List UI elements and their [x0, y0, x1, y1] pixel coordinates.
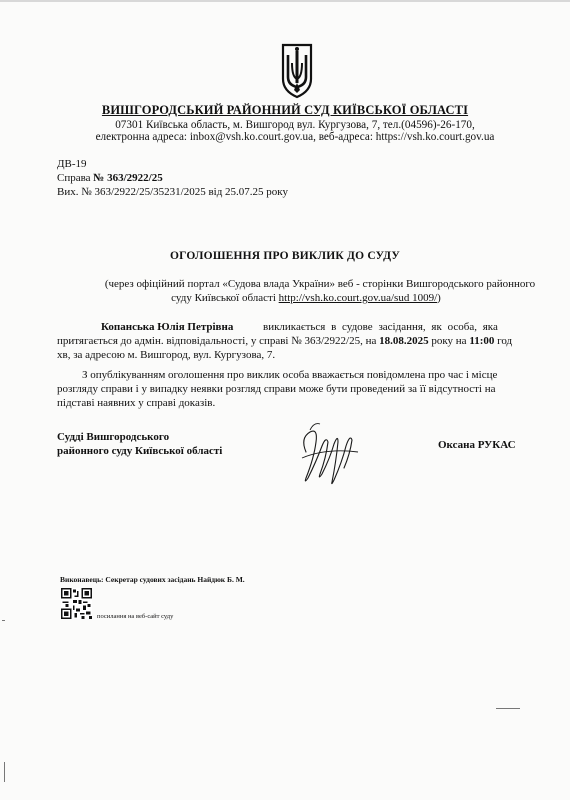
- court-address: 07301 Київська область, м. Вишгород вул. Кургузова, 7, тел.(04596)-26-170,: [115, 119, 475, 131]
- coat-of-arms-icon: [280, 43, 314, 99]
- court-website-link[interactable]: http://vsh.ko.court.gov.ua/sud 1009/: [278, 292, 438, 304]
- body-line2-suffix: год: [494, 335, 513, 347]
- court-contacts: електронна адреса: inbox@vsh.ko.court.gov.ua, веб-адреса: https://vsh.ko.court.gov.ua: [95, 131, 495, 143]
- notice-subtitle-line2: [0, 292, 570, 304]
- body-line2-prefix: притягається до адмін. відповідальності, у справі № 363/2922/25, на: [57, 335, 380, 347]
- outgoing-number: Вих. № 363/2922/25/35231/2025 від 25.07.25 року: [57, 186, 288, 198]
- hearing-time: 11:00: [469, 335, 495, 347]
- judge-name: Оксана РУКАС: [438, 439, 516, 451]
- scan-mark: [2, 620, 5, 621]
- scan-edge: [0, 0, 570, 2]
- body-line1: [101, 321, 233, 333]
- para2-line1: З опублікуванням оголошення про виклик особа вважається повідомлена про час і місце: [82, 369, 498, 381]
- form-code: ДВ-19: [57, 158, 87, 170]
- qr-code-icon[interactable]: [61, 588, 92, 619]
- body-line2: [57, 335, 512, 347]
- subtitle-prefix: суду Київської області: [171, 292, 279, 304]
- case-number: № 363/2922/25: [93, 172, 163, 184]
- scan-mark: [4, 762, 5, 782]
- case-number-line: [57, 171, 163, 185]
- qr-caption: посилання на веб-сайт суду: [97, 613, 174, 620]
- person-name: Копанська Юлія Петрівна: [101, 321, 234, 333]
- judge-title-line2: районного суду Київської області: [57, 445, 223, 457]
- executor-note: Виконавець: Секретар судових засідань Найдюк Б. М.: [60, 575, 245, 584]
- para2-line2: розгляду справи і у випадку неявки розгляд справи може бути проведений за її відсутності на: [57, 383, 496, 395]
- body-line1-rest: викликається в судове засідання, як особа, яка: [263, 321, 498, 333]
- subtitle-close: ): [437, 292, 441, 304]
- court-name: ВИШГОРОДСЬКИЙ РАЙОННИЙ СУД КИЇВСЬКОЇ ОБЛАСТІ: [101, 103, 469, 117]
- judge-title-line1: Судді Вишгородського: [57, 431, 170, 443]
- hearing-date: 18.08.2025: [379, 335, 429, 347]
- body-line2-mid: року на: [428, 335, 470, 347]
- handwritten-signature: [296, 418, 368, 488]
- notice-subtitle-line1: (через офіційний портал «Судова влада України» веб - сторінки Вишгородського районного: [104, 278, 536, 290]
- case-label: Справа: [57, 172, 94, 184]
- scan-mark: [496, 708, 520, 709]
- para2-line3: підставі наявних у справі доказів.: [57, 397, 216, 409]
- body-line3: хв, за адресою м. Вишгород, вул. Кургузова, 7.: [57, 349, 276, 361]
- notice-title: ОГОЛОШЕННЯ ПРО ВИКЛИК ДО СУДУ: [169, 250, 401, 262]
